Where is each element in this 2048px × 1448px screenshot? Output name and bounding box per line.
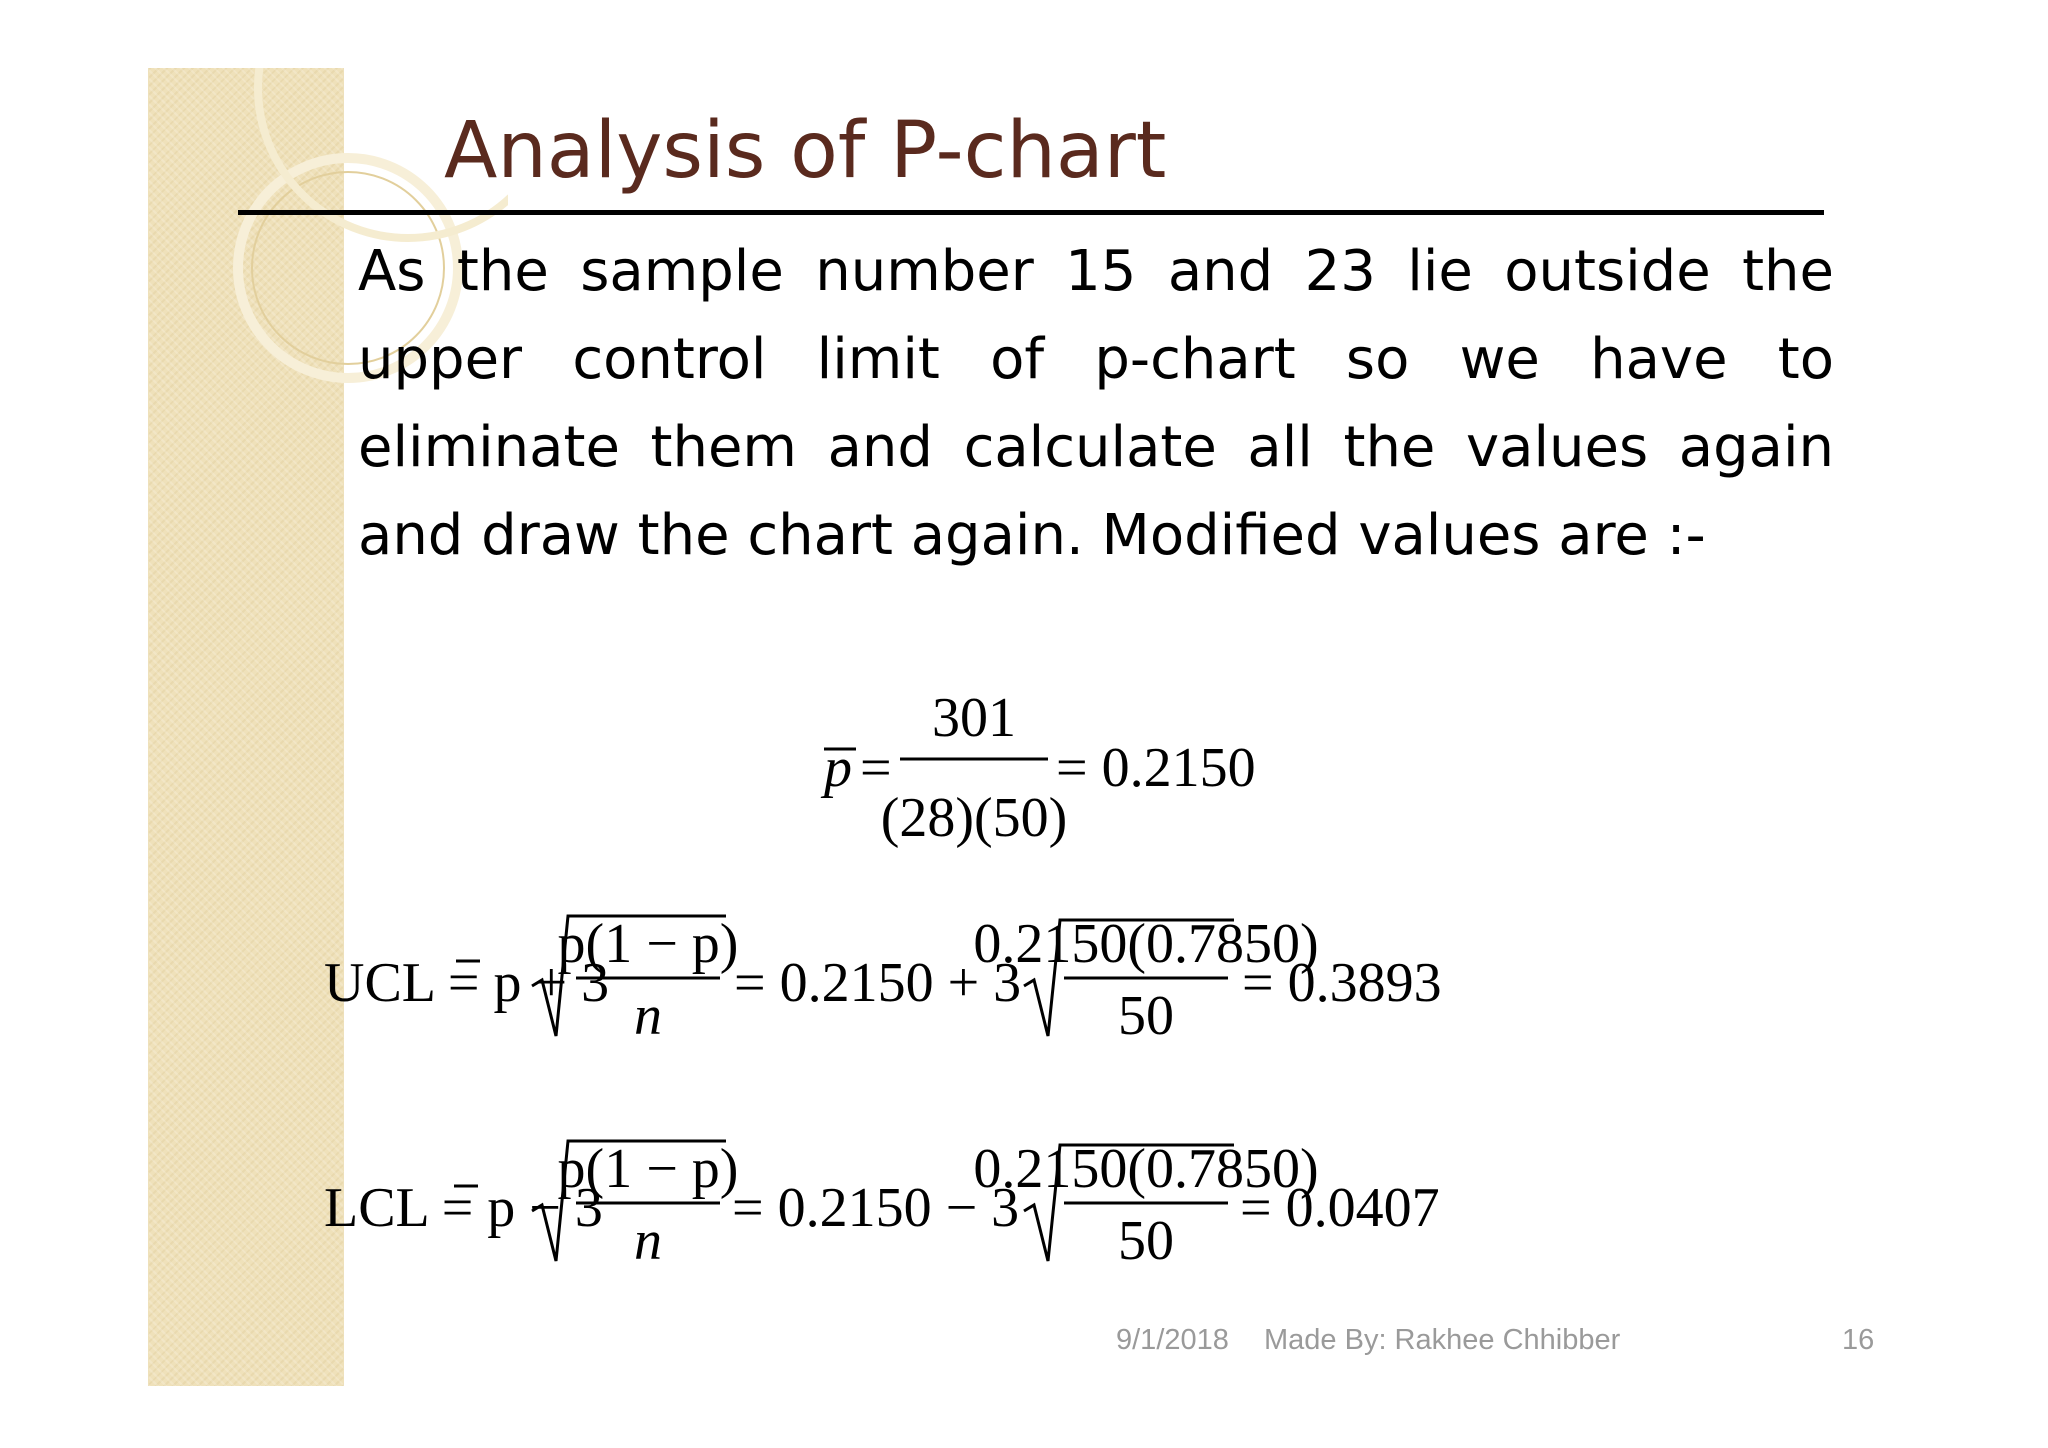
pbar-numerator: 301 bbox=[932, 687, 1016, 749]
slide-title: Analysis of P-chart bbox=[444, 106, 1167, 196]
footer-page-number: 16 bbox=[1842, 1324, 1875, 1356]
pbar-result: = 0.2150 bbox=[1056, 737, 1256, 799]
pbar-denominator: (28)(50) bbox=[880, 787, 1068, 849]
ucl-middle: = 0.2150 + 3 bbox=[734, 952, 1022, 1014]
ucl-numeric-denominator: 50 bbox=[1118, 985, 1174, 1047]
lcl-numeric-numerator: 0.2150(0.7850) bbox=[973, 1138, 1319, 1200]
lcl-lhs: LCL = p − 3 bbox=[324, 1177, 603, 1239]
lcl-fraction-denominator: n bbox=[634, 1210, 662, 1272]
lcl-numeric-denominator: 50 bbox=[1118, 1210, 1174, 1272]
footer-author: Made By: Rakhee Chhibber bbox=[1264, 1324, 1621, 1356]
ucl-formula bbox=[324, 913, 1442, 1047]
equals-sign: = bbox=[860, 737, 892, 799]
ucl-numeric-numerator: 0.2150(0.7850) bbox=[973, 913, 1319, 975]
lcl-formula bbox=[324, 1138, 1440, 1272]
pbar-symbol: p bbox=[824, 737, 852, 799]
pbar-formula bbox=[820, 687, 1256, 849]
lcl-result: = 0.0407 bbox=[1240, 1177, 1440, 1239]
lcl-fraction-numerator: p(1 − p) bbox=[557, 1138, 739, 1200]
lcl-middle: = 0.2150 − 3 bbox=[732, 1177, 1020, 1239]
body-paragraph: As the sample number 15 and 23 lie outside the upper control limit of p-chart so we have to eliminate them and calculate all the values again and draw the chart again. Modified values are :- bbox=[358, 239, 1834, 568]
ucl-result: = 0.3893 bbox=[1242, 952, 1442, 1014]
ucl-lhs: UCL = p + 3 bbox=[324, 952, 610, 1014]
formula-block bbox=[148, 68, 1912, 1386]
ucl-fraction-denominator: n bbox=[634, 985, 662, 1047]
ucl-fraction-numerator: p(1 − p) bbox=[557, 913, 739, 975]
slide bbox=[148, 68, 1912, 1386]
footer-date: 9/1/2018 bbox=[1116, 1324, 1229, 1356]
